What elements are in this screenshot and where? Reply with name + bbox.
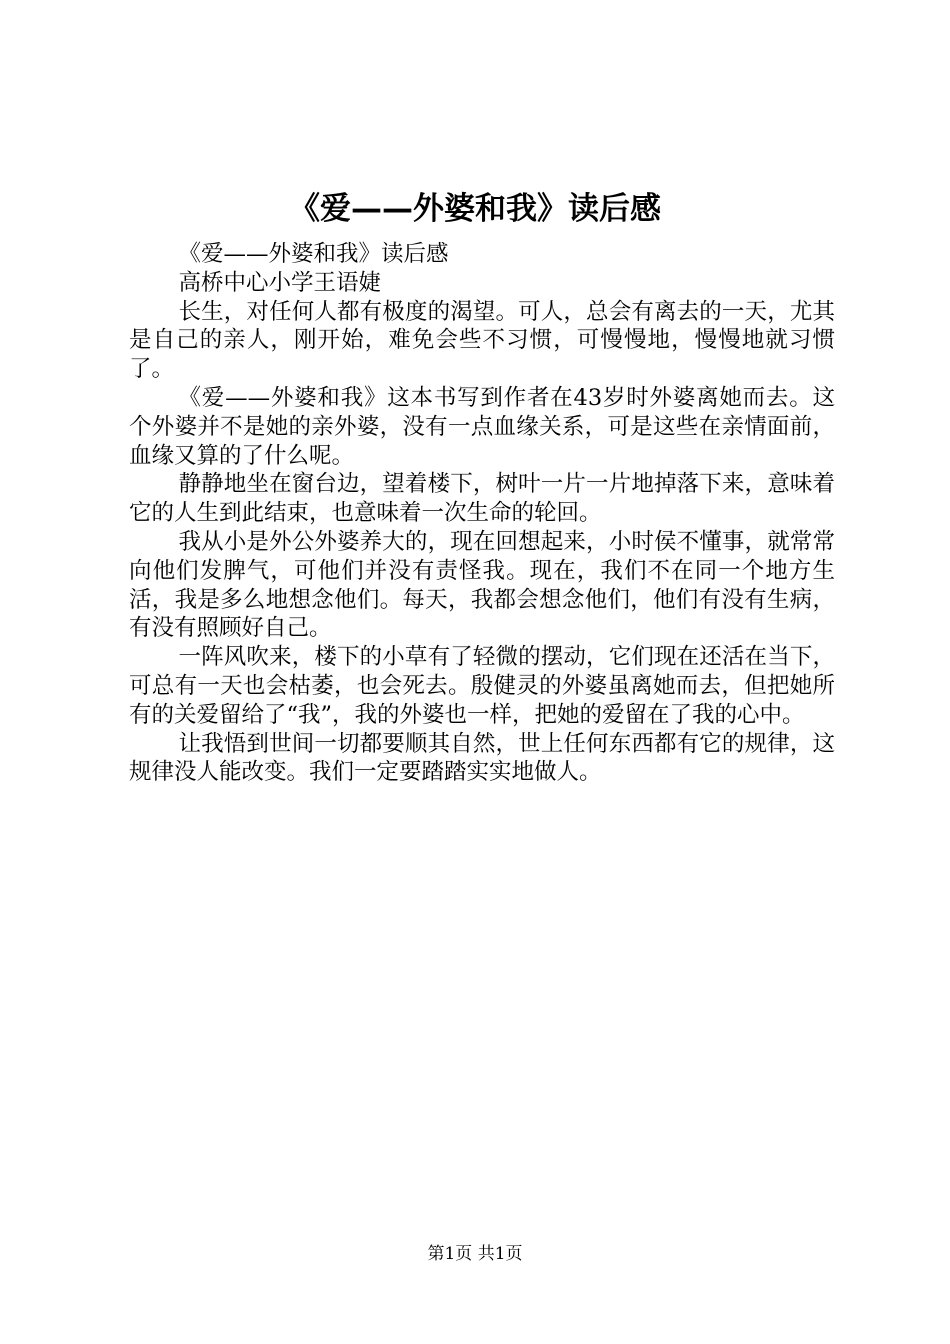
paragraph: 一阵风吹来，楼下的小草有了轻微的摆动，它们现在还活在当下，可总有一天也会枯萎，也会死去。殷健灵的外婆虽离她而去，但把她所有的关爱留给了“我”，我的外婆也一样，把她的爱留在了我的心中。 (129, 644, 835, 728)
paragraph: 静静地坐在窗台边，望着楼下，树叶一片一片地掉落下来，意味着它的人生到此结束，也意味着一次生命的轮回。 (129, 471, 835, 527)
paragraph-author: 高桥中心小学王语婕 (178, 269, 382, 296)
paragraph: 我从小是外公外婆养大的，现在回想起来，小时侯不懂事，就常常向他们发脾气，可他们并没有责怪我。现在，我们不在同一个地方生活，我是多么地想念他们。每天，我都会想念他们，他们有没有生病，有没有照顾好自己。 (129, 528, 835, 642)
paragraph-heading-repeat: 《爱——外婆和我》读后感 (178, 241, 449, 267)
document-title: 《爱——外婆和我》读后感 (289, 191, 661, 227)
document-body (129, 240, 835, 787)
paragraph: 让我悟到世间一切都要顺其自然，世上任何东西都有它的规律，这规律没人能改变。我们一定要踏踏实实地做人。 (129, 730, 835, 786)
page-footer: 第1页 共1页 (427, 1244, 523, 1264)
paragraph: 《爱——外婆和我》这本书写到作者在43岁时外婆离她而去。这个外婆并不是她的亲外婆，没有一点血缘关系，可是这些在亲情面前，血缘又算的了什么呢。 (129, 384, 835, 469)
paragraph: 长生，对任何人都有极度的渴望。可人，总会有离去的一天，尤其是自己的亲人，刚开始，难免会些不习惯，可慢慢地，慢慢地就习惯了。 (129, 298, 835, 383)
